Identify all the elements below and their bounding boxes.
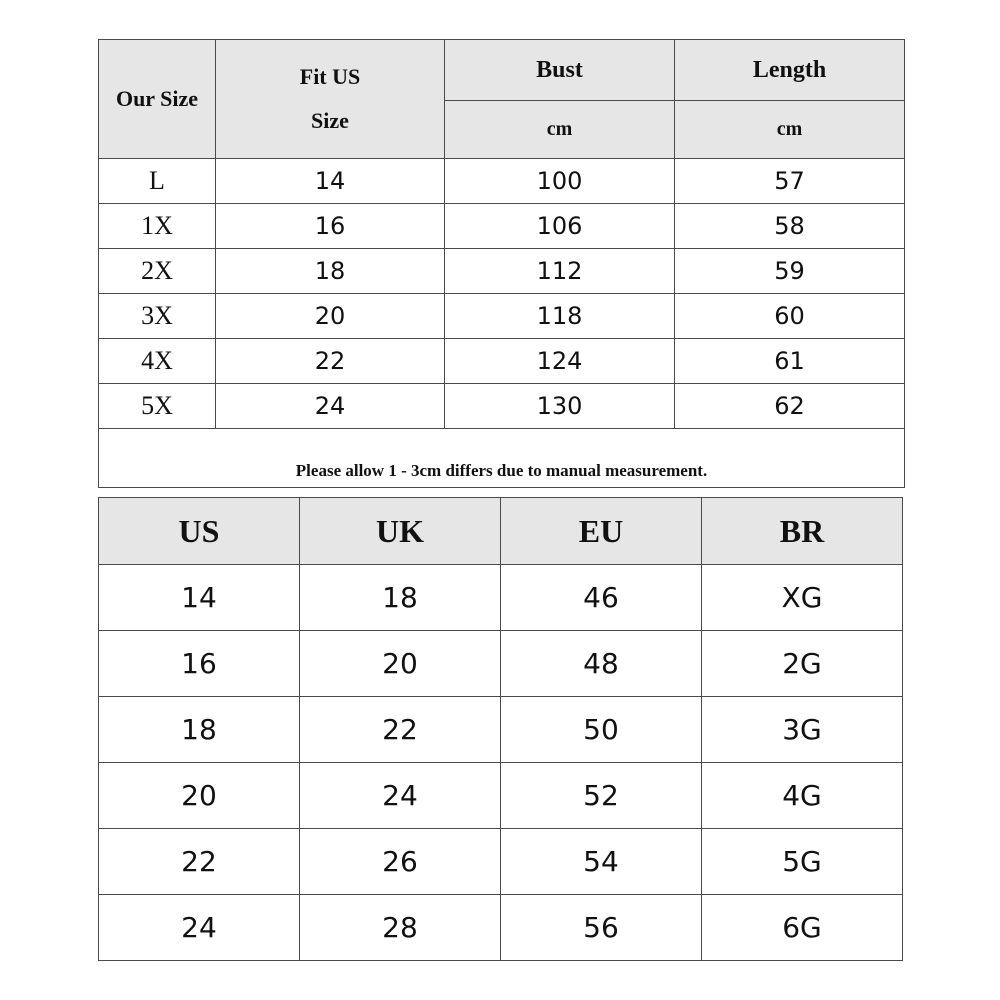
cell-length: 59 [675,249,905,294]
cell-eu: 46 [501,565,702,631]
cell-us: 22 [99,829,300,895]
table-row [99,339,905,384]
table-row [99,384,905,429]
cell-fit-us: 20 [216,294,445,339]
table-row [99,829,903,895]
cell-uk: 28 [300,895,501,961]
cell-our-size: 1X [99,204,216,249]
cell-fit-us: 18 [216,249,445,294]
cell-length: 58 [675,204,905,249]
header-our-size: Our Size [99,40,216,159]
cell-bust: 106 [445,204,675,249]
size-conversion-table [98,497,903,961]
cell-length: 57 [675,159,905,204]
cell-uk: 26 [300,829,501,895]
header-length: Length [675,40,905,101]
table-row [99,159,905,204]
table-row [99,565,903,631]
cell-eu: 50 [501,697,702,763]
cell-bust: 118 [445,294,675,339]
header-length-unit: cm [675,101,905,159]
table-row [99,204,905,249]
cell-fit-us: 16 [216,204,445,249]
cell-eu: 48 [501,631,702,697]
header-uk: UK [300,498,501,565]
cell-eu: 54 [501,829,702,895]
cell-fit-us: 14 [216,159,445,204]
header-us: US [99,498,300,565]
header-br: BR [702,498,903,565]
cell-uk: 22 [300,697,501,763]
note-row [99,429,905,488]
header-bust-unit: cm [445,101,675,159]
cell-bust: 124 [445,339,675,384]
cell-br: 4G [702,763,903,829]
cell-br: 2G [702,631,903,697]
measurement-note: Please allow 1 - 3cm differs due to manual measurement. [99,429,905,488]
cell-uk: 24 [300,763,501,829]
cell-br: 3G [702,697,903,763]
cell-us: 24 [99,895,300,961]
cell-bust: 112 [445,249,675,294]
cell-length: 62 [675,384,905,429]
table-row [99,697,903,763]
header-bust: Bust [445,40,675,101]
cell-fit-us: 22 [216,339,445,384]
header-fit-us-line1: Fit US [299,64,361,89]
table-row [99,294,905,339]
cell-uk: 18 [300,565,501,631]
table-row [99,249,905,294]
cell-us: 20 [99,763,300,829]
cell-br: XG [702,565,903,631]
cell-br: 5G [702,829,903,895]
table-row [99,631,903,697]
header-fit-us-line2: Size [311,108,349,133]
table-row [99,895,903,961]
header-eu: EU [501,498,702,565]
cell-our-size: 5X [99,384,216,429]
cell-eu: 52 [501,763,702,829]
size-chart-table [98,39,905,488]
cell-br: 6G [702,895,903,961]
cell-us: 14 [99,565,300,631]
cell-uk: 20 [300,631,501,697]
cell-our-size: 2X [99,249,216,294]
cell-us: 16 [99,631,300,697]
cell-eu: 56 [501,895,702,961]
cell-us: 18 [99,697,300,763]
cell-bust: 100 [445,159,675,204]
table-row [99,763,903,829]
cell-our-size: 3X [99,294,216,339]
header-fit-us-size [216,40,445,159]
cell-bust: 130 [445,384,675,429]
cell-our-size: L [99,159,216,204]
cell-length: 60 [675,294,905,339]
cell-fit-us: 24 [216,384,445,429]
cell-length: 61 [675,339,905,384]
cell-our-size: 4X [99,339,216,384]
